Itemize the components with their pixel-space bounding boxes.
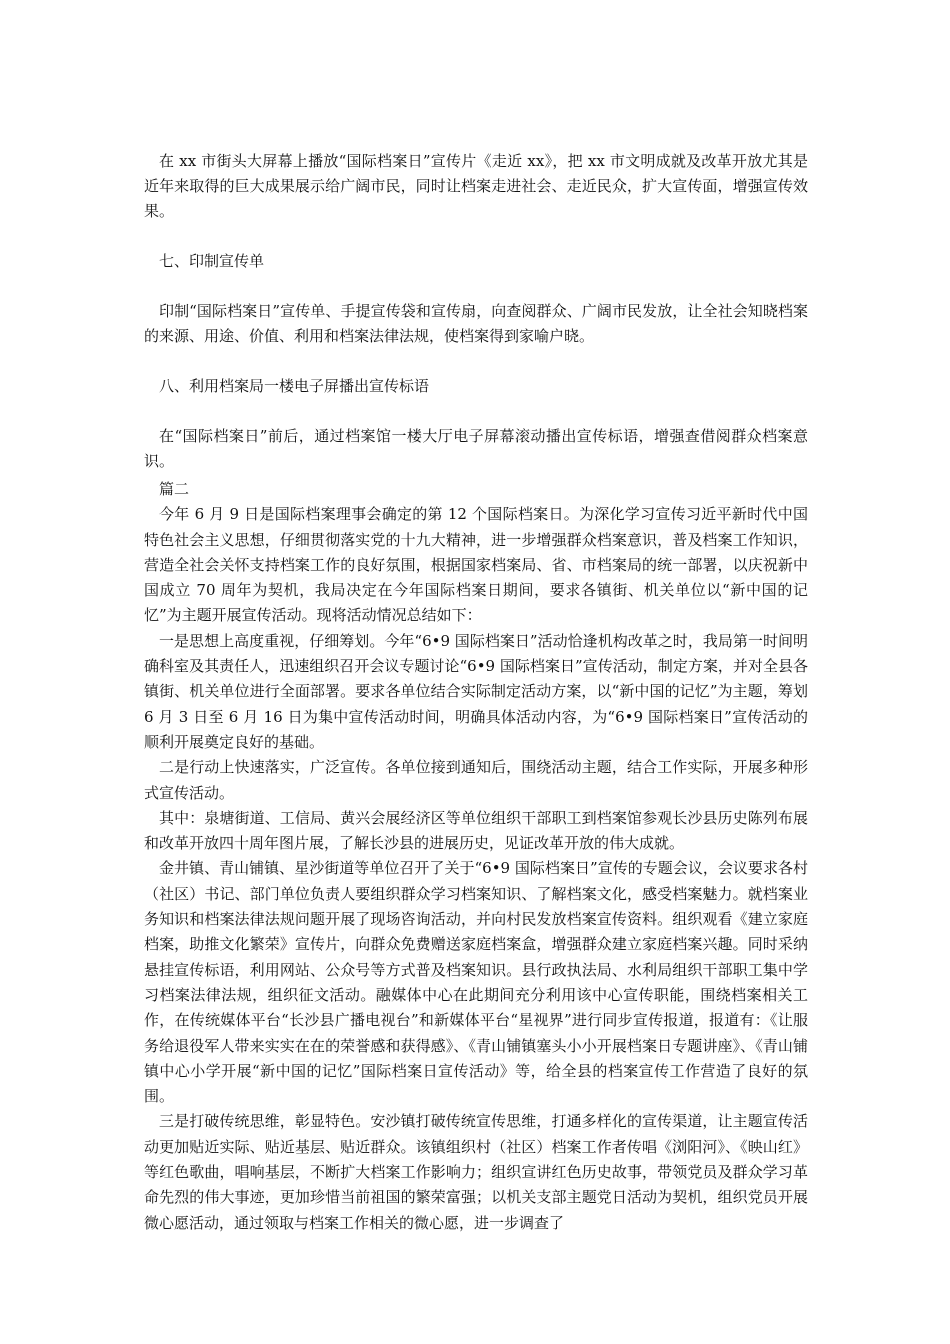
paragraph-point-two: 二是行动上快速落实，广泛宣传。各单位接到通知后，围绕活动主题，结合工作实际，开展多种形式宣传活动。 — [144, 758, 808, 802]
paragraph-examples-1: 其中：泉塘街道、工信局、黄兴会展经济区等单位组织干部职工到档案馆参观长沙县历史陈列布展和改革开放四十周年图片展，了解长沙县的进展历史，见证改革开放的伟大成就。 — [144, 808, 808, 853]
paragraph-citywide-screen: 在 xx 市街头大屏幕上播放“国际档案日”宣传片《走近 xx》，把 xx 市文明成就及改革开放尤其是近年来取得的巨大成果展示给广阔市民，同时让档案走进社会、走近民众，扩大宣传面，增强宣传效果。 — [144, 152, 808, 220]
paragraph-electronic-screen: 在“国际档案日”前后，通过档案馆一楼大厅电子屏幕滚动播出宣传标语，增强查借阅群众档案意识。 — [144, 427, 808, 470]
heading-print-leaflets: 七、印制宣传单 — [159, 252, 265, 270]
paragraph-examples-2: 金井镇、青山铺镇、星沙街道等单位召开了关于“6•9 国际档案日”宣传的专题会议，会议要求各村（社区）书记、部门单位负责人要组织群众学习档案知识、了解档案文化，感受档案魅力。就档案业务知识和档案法律法规问题开展了现场咨询活动，并向村民发放档案宣传资料。组织观看《建立家庭档案，助推文化繁荣》宣传片，向群众免费赠送家庭档案盒，增强群众建立家庭档案兴趣。同时采纳悬挂宣传标语，利用网站、公众号等方式普及档案知识。县行政执法局、水利局组织干部职工集中学习档案法律法规，组织征文活动。融媒体中心在此期间充分利用该中心宣传职能，围绕档案相关工作，在传统媒体平台“长沙县广播电视台”和新媒体平台“星视界”进行同步宣传报道，报道有：《让服务给退役军人带来实实在在的荣誉感和获得感》、《青山铺镇塞头小小开展档案日专题讲座》、《青山铺镇中心小学开展“新中国的记忆”国际档案日宣传活动》等，给全县的档案宣传工作营造了良好的氛围。 — [144, 859, 808, 1106]
section-two — [144, 477, 808, 1236]
paragraph-point-one: 一是思想上高度重视，仔细筹划。今年“6•9 国际档案日”活动恰逢机构改革之时，我局第一时间明确科室及其责任人，迅速组织召开会议专题讨论“6•9 国际档案日”宣传活动，制定方案，并对全县各镇街、机关单位进行全面部署。要求各单位结合实际制定活动方案，以“新中国的记忆”为主题，筹划 6 月 3 日至 6 月 16 日为集中宣传活动时间，明确具体活动内容，为“6•9 国际档案日”宣传活动的顺利开展奠定良好的基础。 — [144, 631, 808, 751]
paragraph-intro: 今年 6 月 9 日是国际档案理事会确定的第 12 个国际档案日。为深化学习宣传习近平新时代中国特色社会主义思想，仔细贯彻落实党的十九大精神，进一步增强群众档案意识，普及档案工作知识，营造全社会关怀支持档案工作的良好氛围，根据国家档案局、省、市档案局的统一部署，以庆祝新中国成立 70 周年为契机，我局决定在今年国际档案日期间，要求各镇街、机关单位以“新中国的记忆”为主题开展宣传活动。现将活动情况总结如下： — [144, 505, 808, 625]
section-label: 篇二 — [159, 480, 190, 498]
paragraph-point-three: 三是打破传统思维，彰显特色。安沙镇打破传统宣传思维，打通多样化的宣传渠道，让主题宣传活动更加贴近实际、贴近基层、贴近群众。该镇组织村（社区）档案工作者传唱《浏阳河》、《映山红》等红色歌曲，唱响基层，不断扩大档案工作影响力；组织宣讲红色历史故事，带领党员及群众学习革命先烈的伟大事迹，更加珍惜当前祖国的繁荣富强；以机关支部主题党日活动为契机，组织党员开展微心愿活动，通过领取与档案工作相关的微心愿，进一步调查了 — [144, 1112, 808, 1232]
paragraph-print-leaflets: 印制“国际档案日”宣传单、手提宣传袋和宣传扇，向查阅群众、广阔市民发放，让全社会知晓档案的来源、用途、价值、利用和档案法律法规，使档案得到家喻户晓。 — [144, 302, 808, 345]
heading-electronic-screen: 八、利用档案局一楼电子屏播出宣传标语 — [159, 377, 430, 395]
